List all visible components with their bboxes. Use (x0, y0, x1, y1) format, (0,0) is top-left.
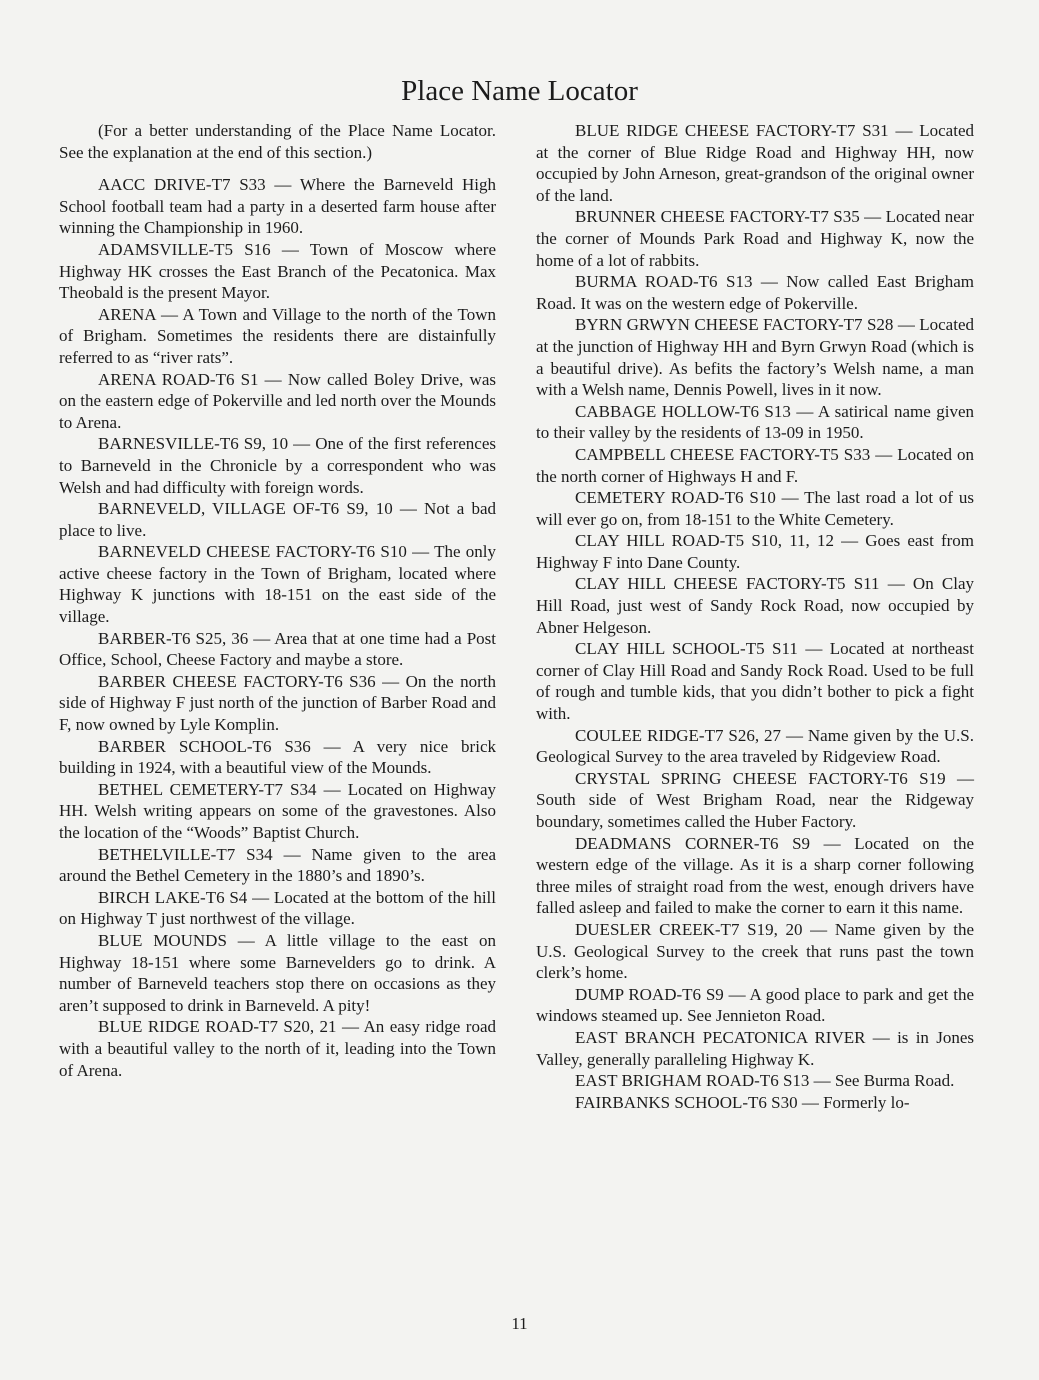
entry-brunner-cheese-factory: BRUNNER CHEESE FACTORY-T7 S35 — Located near the corner of Mounds Park Road and Highway K, now the home of a lot of rabbits. (536, 207, 974, 270)
entry-clay-hill-road: CLAY HILL ROAD-T5 S10, 11, 12 — Goes east from Highway F into Dane County. (536, 531, 974, 572)
entry-arena-road: ARENA ROAD-T6 S1 — Now called Boley Drive, was on the eastern edge of Pokerville and led north over the Mounds to Arena. (59, 369, 496, 432)
page-number: 11 (511, 1314, 528, 1333)
entry-clay-hill-cheese-factory: CLAY HILL CHEESE FACTORY-T5 S11 — On Clay Hill Road, just west of Sandy Rock Road, now occupied by Abner Helgeson. (536, 574, 974, 637)
entry-intro: (For a better understanding of the Place Name Locator. See the explanation at the end of this section.) (59, 121, 496, 162)
entry-fairbanks-school: FAIRBANKS SCHOOL-T6 S30 — Formerly lo- (575, 1092, 910, 1112)
entry-burma-road: BURMA ROAD-T6 S13 — Now called East Brigham Road. It was on the western edge of Pokerville. (536, 272, 974, 313)
entry-dump-road: DUMP ROAD-T6 S9 — A good place to park and get the windows steamed up. See Jennieton Road. (536, 984, 974, 1026)
entry-deadmans-corner: DEADMANS CORNER-T6 S9 — Located on the western edge of the village. As it is a sharp corner following three miles of straight road from the west, enough drivers have falled asleep and failed to make the corner to earn it this name. (536, 833, 974, 918)
entry-east-branch-pecatonica-river: EAST BRANCH PECATONICA RIVER — is in Jones Valley, generally paralleling Highway K. (536, 1027, 974, 1069)
entry-blue-ridge-road: BLUE RIDGE ROAD-T7 S20, 21 — An easy ridge road with a beautiful valley to the north of it, leading into the Town of Arena. (59, 1017, 496, 1080)
entry-cemetery-road: CEMETERY ROAD-T6 S10 — The last road a lot of us will ever go on, from 18-151 to the White Cemetery. (536, 488, 974, 529)
entry-aacc-drive: AACC DRIVE-T7 S33 — Where the Barneveld High School football team had a party in a deserted farm house after winning the Championship in 1960. (59, 175, 496, 238)
page-title: Place Name Locator (401, 75, 638, 107)
entry-arena: ARENA — A Town and Village to the north of the Town of Brigham. Sometimes the residents there are distainfully referred to as “river rats”. (59, 304, 496, 367)
entry-clay-hill-school: CLAY HILL SCHOOL-T5 S11 — Located at northeast corner of Clay Hill Road and Sandy Rock Road. Used to be full of rough and tumble kids, that you didn’t bother to pick a fight with. (536, 639, 974, 724)
right-column (536, 120, 974, 1113)
entry-barber-school: BARBER SCHOOL-T6 S36 — A very nice brick building in 1924, with a beautiful view of the Mounds. (59, 736, 496, 778)
entry-blue-ridge-cheese-factory: BLUE RIDGE CHEESE FACTORY-T7 S31 — Located at the corner of Blue Ridge Road and Highway HH, now occupied by John Arneson, great-grandson of the original owner of the land. (536, 121, 974, 205)
entry-cabbage-hollow: CABBAGE HOLLOW-T6 S13 — A satirical name given to their valley by the residents of 13-09 in 1950. (536, 401, 974, 443)
entry-barneveld-village: BARNEVELD, VILLAGE OF-T6 S9, 10 — Not a bad place to live. (59, 499, 496, 540)
entry-byrn-grwyn-cheese-factory: BYRN GRWYN CHEESE FACTORY-T7 S28 — Located at the junction of Highway HH and Byrn Grwyn Road (which is a beautiful drive). As befits the factory’s Welsh name, a man with a Welsh name, Dennis Powell, lives in it now. (536, 315, 974, 400)
entry-campbell-cheese-factory: CAMPBELL CHEESE FACTORY-T5 S33 — Located on the north corner of Highways H and F. (536, 444, 974, 486)
entry-barber-cheese-factory: BARBER CHEESE FACTORY-T6 S36 — On the north side of Highway F just north of the junction of Barber Road and F, now owned by Lyle Komplin. (59, 671, 496, 735)
entry-east-brigham-road: EAST BRIGHAM ROAD-T6 S13 — See Burma Road. (575, 1071, 955, 1091)
entry-birch-lake: BIRCH LAKE-T6 S4 — Located at the bottom of the hill on Highway T just northwest of the village. (59, 887, 496, 929)
entry-barneveld-cheese-factory: BARNEVELD CHEESE FACTORY-T6 S10 — The only active cheese factory in the Town of Brigham, located where Highway K junctions with 18-151 on the east side of the village. (59, 542, 496, 627)
entry-duesler-creek: DUESLER CREEK-T7 S19, 20 — Name given by the U.S. Geological Survey to the creek that runs past the town clerk’s home. (536, 919, 974, 983)
entry-bethel-cemetery: BETHEL CEMETERY-T7 S34 — Located on Highway HH. Welsh writing appears on some of the gravestones. Also the location of the “Woods” Baptist Church. (59, 779, 496, 842)
entry-coulee-ridge: COULEE RIDGE-T7 S26, 27 — Name given by the U.S. Geological Survey to the area traveled by Ridgeview Road. (536, 725, 974, 767)
left-column (59, 120, 496, 1081)
entry-barber: BARBER-T6 S25, 36 — Area that at one time had a Post Office, School, Cheese Factory and maybe a store. (59, 628, 496, 670)
entry-adamsville: ADAMSVILLE-T5 S16 — Town of Moscow where Highway HK crosses the East Branch of the Pecatonica. Max Theobald is the present Mayor. (59, 239, 496, 303)
entry-blue-mounds: BLUE MOUNDS — A little village to the east on Highway 18-151 where some Barnevelders go to drink. A number of Barneveld teachers stop there on occasions as they aren’t supposed to drink in Barneveld. A pity! (59, 930, 496, 1015)
entry-crystal-spring-cheese-factory: CRYSTAL SPRING CHEESE FACTORY-T6 S19 — South side of West Brigham Road, near the Ridgeway boundary, sometimes called the Huber Factory. (536, 768, 974, 831)
entry-bethelville: BETHELVILLE-T7 S34 — Name given to the area around the Bethel Cemetery in the 1880’s and 1890’s. (59, 844, 496, 886)
entry-barnesville: BARNESVILLE-T6 S9, 10 — One of the first references to Barneveld in the Chronicle by a correspondent who was Welsh and had difficulty with foreign words. (59, 434, 496, 497)
